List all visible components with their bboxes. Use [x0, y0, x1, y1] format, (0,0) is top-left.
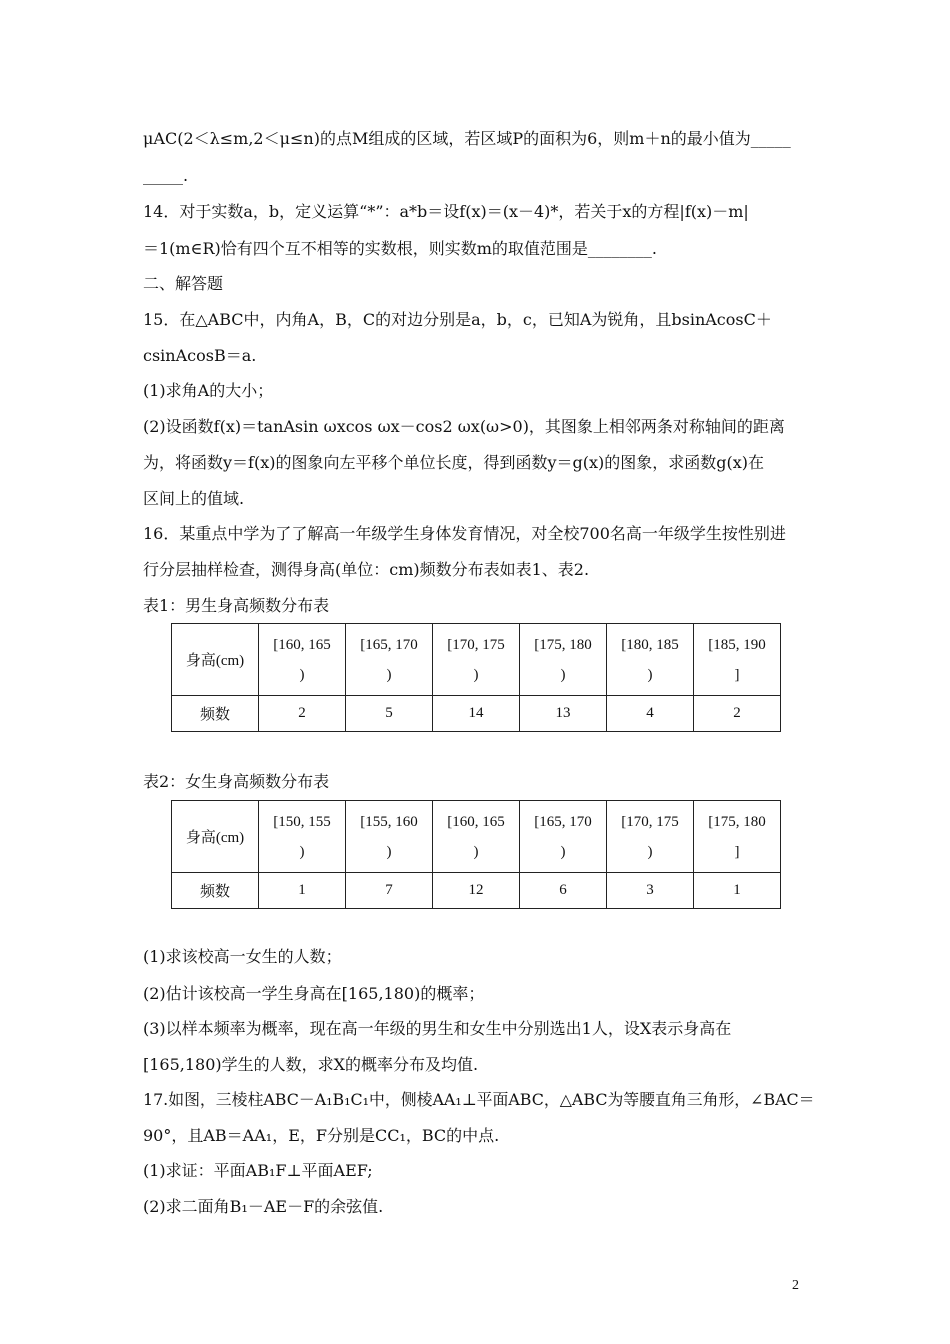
table-cell [694, 624, 781, 696]
bin-label: ] [734, 843, 740, 860]
bin-label: [160, 165 [447, 813, 505, 830]
table-cell: 7 [346, 873, 433, 909]
bin-label: ) [473, 843, 479, 860]
problem-15-part-2-line-2: 为，将函数y＝f(x)的图象向左平移个单位长度，得到函数y＝g(x)的图象，求函数g(x)在 [143, 453, 765, 472]
table-cell [433, 801, 520, 873]
problem-16-part-3-line-1: (3)以样本频率为概率，现在高一年级的男生和女生中分别选出1人，设X表示身高在 [143, 1019, 732, 1038]
problem-15-line-2: csinAcosB＝a. [143, 346, 257, 365]
table-cell: 4 [607, 696, 694, 732]
bin-label: ) [647, 666, 653, 683]
table2-caption: 表2：女生身高频数分布表 [143, 772, 330, 791]
page-number: 2 [792, 1278, 799, 1293]
table-row-header: 身高(cm) [172, 624, 259, 696]
table-cell: 2 [259, 696, 346, 732]
problem-17-line-1: 17.如图，三棱柱ABC－A₁B₁C₁中，侧棱AA₁⊥平面ABC，△ABC为等腰直角三角形，∠BAC＝ [143, 1090, 815, 1109]
table-male-height [171, 623, 781, 732]
bin-label: ) [560, 666, 566, 683]
table-cell: 6 [520, 873, 607, 909]
table-cell: 3 [607, 873, 694, 909]
problem-16-part-2: (2)估计该校高一学生身高在[165,180)的概率； [143, 984, 485, 1003]
table-cell: 13 [520, 696, 607, 732]
bin-label: [185, 190 [708, 636, 766, 653]
bin-label: [165, 170 [360, 636, 418, 653]
bin-label: ) [386, 666, 392, 683]
table-cell [259, 801, 346, 873]
bin-label: ) [299, 843, 305, 860]
text-line: μAC(2＜λ≤m,2＜μ≤n)的点M组成的区域，若区域P的面积为6，则m＋n的最小值为_____ [143, 129, 791, 148]
table-cell [694, 801, 781, 873]
problem-16-line-2: 行分层抽样检查，测得身高(单位：cm)频数分布表如表1、表2. [143, 560, 590, 579]
bin-label: ) [386, 843, 392, 860]
table-cell [520, 801, 607, 873]
table-cell: 5 [346, 696, 433, 732]
table-female-height [171, 800, 781, 909]
text-line: _____. [143, 166, 189, 185]
section-heading: 二、解答题 [143, 274, 224, 293]
problem-16-line-1: 16．某重点中学为了了解高一年级学生身体发育情况，对全校700名高一年级学生按性别进 [143, 524, 786, 543]
bin-label: [180, 185 [621, 636, 679, 653]
table-row-header: 频数 [172, 873, 259, 909]
table-cell: 1 [259, 873, 346, 909]
bin-label: ) [299, 666, 305, 683]
table-cell [607, 801, 694, 873]
problem-17-part-2: (2)求二面角B₁－AE－F的余弦值. [143, 1197, 384, 1216]
problem-14-line-2: ＝1(m∈R)恰有四个互不相等的实数根，则实数m的取值范围是________. [143, 239, 657, 258]
table-row [172, 696, 781, 732]
problem-15-part-2-line-1: (2)设函数f(x)＝tanAsin ωxcos ωx－cos2 ωx(ω>0)，其图象上相邻两条对称轴间的距离 [143, 417, 785, 436]
table-cell: 1 [694, 873, 781, 909]
problem-14-line-1: 14．对于实数a，b，定义运算“*”：a*b＝设f(x)＝(x－4)*，若关于x的方程|f(x)－m| [143, 202, 749, 221]
bin-label: ) [473, 666, 479, 683]
table-row [172, 873, 781, 909]
problem-15-part-1: (1)求角A的大小； [143, 381, 274, 400]
bin-label: ) [560, 843, 566, 860]
table-row-header: 频数 [172, 696, 259, 732]
bin-label: [175, 180 [708, 813, 766, 830]
problem-15-line-1: 15．在△ABC中，内角A，B，C的对边分别是a，b，c，已知A为锐角，且bsinAcosC＋ [143, 310, 772, 329]
table-row-header: 身高(cm) [172, 801, 259, 873]
bin-label: [170, 175 [621, 813, 679, 830]
bin-label: [170, 175 [447, 636, 505, 653]
table-cell [346, 801, 433, 873]
bin-label: ) [647, 843, 653, 860]
bin-label: [155, 160 [360, 813, 418, 830]
table-row [172, 801, 781, 873]
table-cell: 2 [694, 696, 781, 732]
table-cell [607, 624, 694, 696]
problem-17-line-2: 90°，且AB＝AA₁，E，F分别是CC₁，BC的中点. [143, 1126, 500, 1145]
table-cell [259, 624, 346, 696]
table-cell [346, 624, 433, 696]
problem-17-part-1: (1)求证：平面AB₁F⊥平面AEF; [143, 1161, 373, 1180]
bin-label: [165, 170 [534, 813, 592, 830]
bin-label: ] [734, 666, 740, 683]
table-row [172, 624, 781, 696]
problem-16-part-3-line-2: [165,180)学生的人数，求X的概率分布及均值. [143, 1055, 479, 1074]
bin-label: [175, 180 [534, 636, 592, 653]
bin-label: [160, 165 [273, 636, 331, 653]
bin-label: [150, 155 [273, 813, 331, 830]
table-cell: 12 [433, 873, 520, 909]
table-cell [433, 624, 520, 696]
table1-caption: 表1：男生身高频数分布表 [143, 596, 330, 615]
table-cell: 14 [433, 696, 520, 732]
problem-16-part-1: (1)求该校高一女生的人数； [143, 947, 342, 966]
table-cell [520, 624, 607, 696]
problem-15-part-2-line-3: 区间上的值域. [143, 489, 245, 508]
